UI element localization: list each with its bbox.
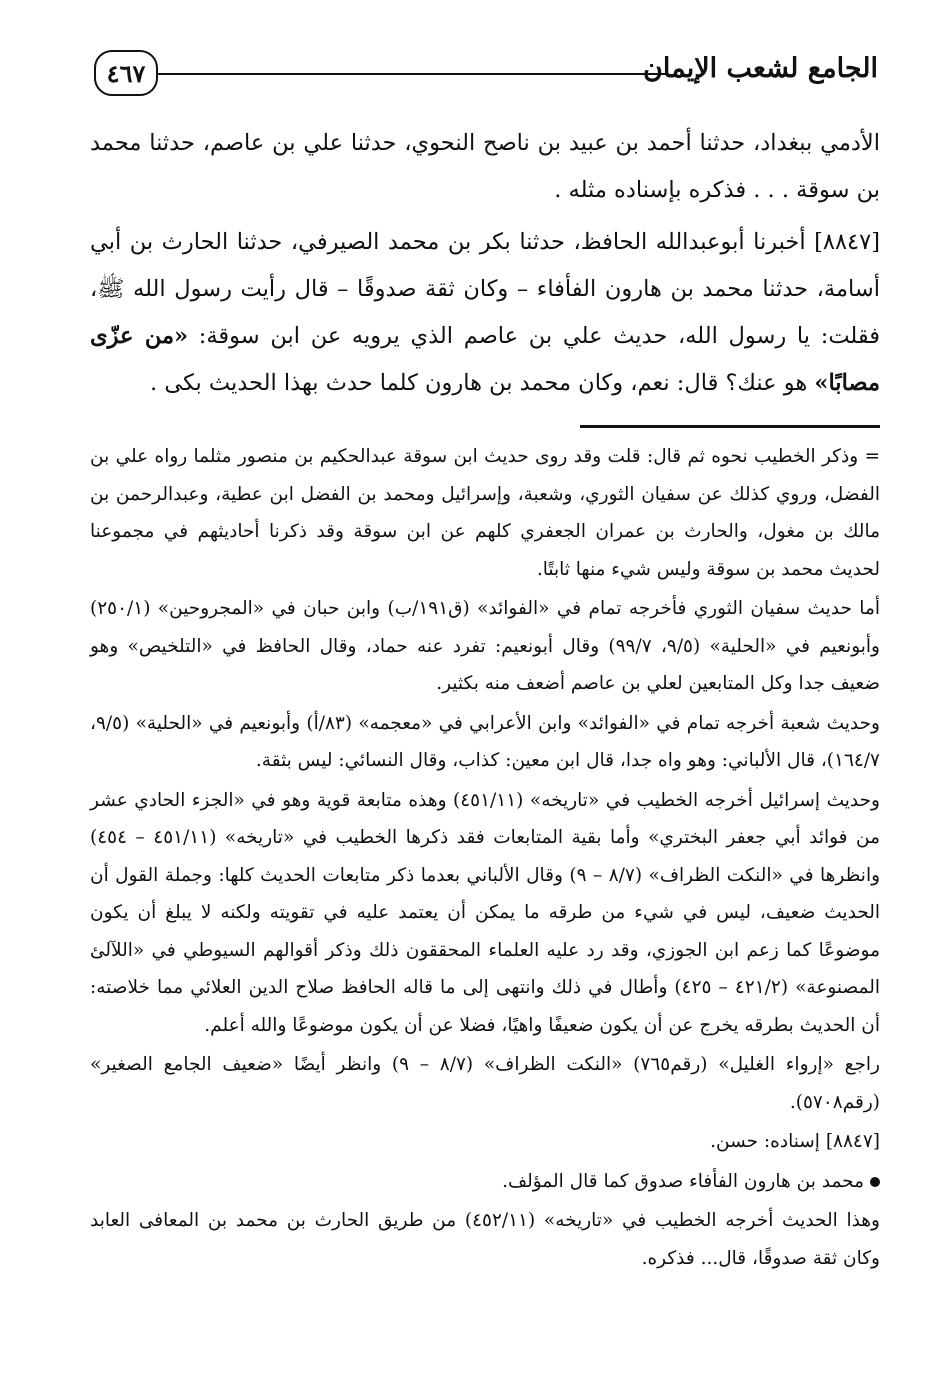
book-page xyxy=(90,38,880,1338)
page-header xyxy=(90,38,880,102)
footnote-paragraph-3: وحديث شعبة أخرجه تمام في «الفوائد» وابن الأعرابي في «معجمه» (٨٣/أ) وأبونعيم في «الحلية» (٩/٥، ١٦٤/٧)، قال الألباني: وهو واه جدا، قال ابن معين: كذاب، وقال النسائي: ليس بثقة. xyxy=(90,712,880,771)
footnote-bullet-text: محمد بن هارون الفأفاء صدوق كما قال المؤلف. xyxy=(502,1170,864,1192)
footnote-paragraph-8: وهذا الحديث أخرجه الخطيب في «تاريخه» (٤٥٢/١١) من طريق الحارث بن محمد بن المعافى العابد وكان ثقة صدوقًا، قال... فذكره. xyxy=(90,1210,880,1269)
footnotes xyxy=(90,438,880,1277)
hadith-text-end: هو عنك؟ قال: نعم، وكان محمد بن هارون كلما حدث بهذا الحديث بكى . xyxy=(150,370,808,396)
hadith-number: [٨٨٤٧] xyxy=(814,229,880,255)
footnote-paragraph-1: = وذكر الخطيب نحوه ثم قال: قلت وقد روى حديث ابن سوقة عبدالحكيم بن منصور مثلما رواه علي بن الفضل، وروي كذلك عن سفيان الثوري، وشعبة، وإسرائيل ومحمد بن الفضل ابن عطية، وعبدالرحمن بن مالك بن مغول، والحارث بن عمران الجعفري كلهم عن ابن سوقة وقد ذكرنا أحاديثهم في مجموعنا لحديث محمد بن سوقة وليس شيء منها ثابتًا. xyxy=(90,446,880,580)
footnote-separator xyxy=(580,425,880,428)
book-title: الجامع لشعب الإيمان xyxy=(643,53,878,84)
hadith-paragraph xyxy=(90,219,880,407)
page-number: ٤٦٧ xyxy=(94,50,158,96)
footnote-paragraph-5: راجع «إرواء الغليل» (رقم٧٦٥) «النكت الظراف» (٨/٧ – ٩) وانظر أيضًا «ضعيف الجامع الصغير» (رقم٥٧٠٨). xyxy=(90,1054,880,1113)
header-rule xyxy=(156,73,668,75)
bullet-icon xyxy=(870,1177,880,1187)
hadith-quote: «من عزّى مصابًا» xyxy=(90,323,880,396)
hadith-text: أخبرنا أبوعبدالله الحافظ، حدثنا بكر بن محمد الصيرفي، حدثنا الحارث بن أبي أسامة، حدثنا محمد بن هارون الفأفاء – وكان ثقة صدوقًا – قال رأيت رسول الله ﷺ، فقلت: يا رسول الله، حديث علي بن عاصم الذي يرويه عن ابن سوقة: xyxy=(90,229,880,349)
footnote-bullet-item xyxy=(90,1163,880,1201)
main-text xyxy=(90,120,880,407)
footnote-paragraph-2: أما حديث سفيان الثوري فأخرجه تمام في «الفوائد» (ق١٩١/ب) وابن حبان في «المجروحين» (٢٥٠/١) وأبونعيم في «الحلية» (٩/٥، ٩٩/٧) وقال أبونعيم: تفرد عنه حماد، وقال الحافظ في «التلخيص» وهو ضعيف جدا وكل المتابعين لعلي بن عاصم أضعف منه بكثير. xyxy=(90,598,880,694)
footnote-paragraph-4: وحديث إسرائيل أخرجه الخطيب في «تاريخه» (٤٥١/١١) وهذه متابعة قوية وهو في «الجزء الحادي عشر من فوائد أبي جعفر البختري» وأما بقية المتابعات فقد ذكرها الخطيب في «تاريخه» (٤٥١/١١ – ٤٥٤) وانظرها في «النكت الظراف» (٨/٧ – ٩) وقال الألباني بعدما ذكر متابعات الحديث كلها: وجملة القول أن الحديث ضعيف، ليس في شيء من طرقه ما يمكن أن يعتمد عليه في تقويته ولكنه لا يبلغ أن يكون موضوعًا كما زعم ابن الجوزي، وقد رد عليه العلماء المحققون ذلك وذكر أقوالهم السيوطي في «اللآلئ المصنوعة» (٤٢١/٢ – ٤٢٥) وأطال في ذلك وانتهى إلى ما قاله الحافظ صلاح الدين العلائي مما خلاصته: أن الحديث بطرقه يخرج عن أن يكون ضعيفًا واهيًا، فضلا عن أن يكون موضوعًا والله أعلم. xyxy=(90,789,881,1036)
main-paragraph-1: الأدمي ببغداد، حدثنا أحمد بن عبيد بن ناصح النحوي، حدثنا علي بن عاصم، حدثنا محمد بن سوقة . . . فذكره بإسناده مثله . xyxy=(90,130,880,203)
footnote-paragraph-6: [٨٨٤٧] إسناده: حسن. xyxy=(710,1131,880,1152)
